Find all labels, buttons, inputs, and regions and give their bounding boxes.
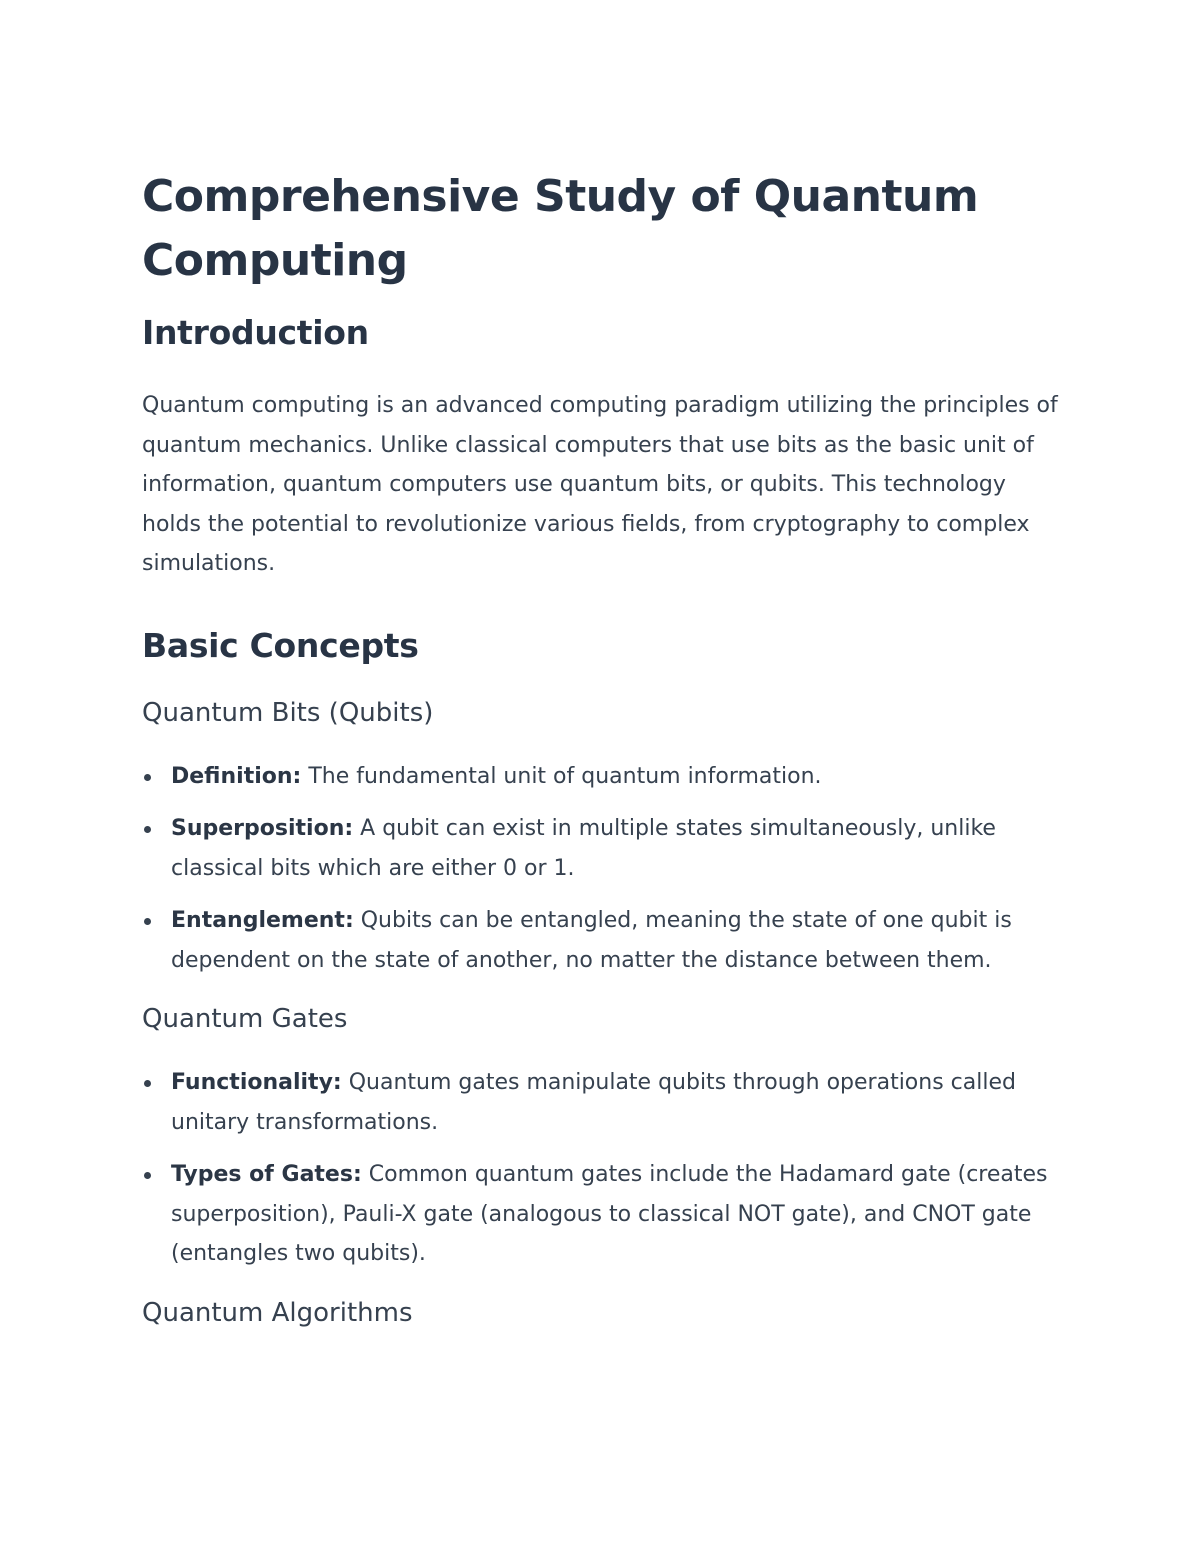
bullet-icon [144, 774, 151, 781]
subsection-heading-algorithms: Quantum Algorithms [142, 1297, 413, 1328]
list-item [142, 901, 1062, 980]
list-item-term: Types of Gates: [171, 1162, 362, 1187]
list-item-term: Superposition: [171, 816, 354, 841]
list-item-text: Qubits can be entangled, meaning the state of one qubit is dependent on the state of another, no matter the distance between them. [171, 908, 1012, 973]
bullet-icon [144, 1172, 151, 1179]
list-item-term: Entanglement: [171, 908, 354, 933]
list-item-text: A qubit can exist in multiple states simultaneously, unlike classical bits which are either 0 or 1. [171, 816, 996, 881]
list-item [142, 757, 1062, 797]
section-heading-basic-concepts: Basic Concepts [142, 625, 419, 665]
list-item-text: Common quantum gates include the Hadamard gate (creates superposition), Pauli-X gate (analogous to classical NOT gate), and CNOT gate (entangles two qubits). [171, 1162, 1048, 1266]
gates-list [142, 1063, 1062, 1274]
qubits-list [142, 757, 1062, 981]
document-title: Comprehensive Study of Quantum Computing [142, 171, 979, 286]
bullet-icon [144, 1080, 151, 1087]
section-heading-introduction: Introduction [142, 313, 369, 352]
list-item [142, 809, 1062, 888]
subsection-heading-gates: Quantum Gates [142, 1004, 348, 1034]
bullet-icon [144, 918, 151, 925]
subsection-heading-qubits: Quantum Bits (Qubits) [142, 697, 434, 728]
bullet-icon [144, 826, 151, 833]
list-item-text: Quantum gates manipulate qubits through operations called unitary transformations. [171, 1070, 1016, 1135]
list-item-text: The fundamental unit of quantum information. [301, 763, 822, 789]
list-item [142, 1155, 1062, 1274]
document-page [142, 165, 1062, 1330]
list-item-term: Functionality: [171, 1070, 342, 1095]
list-item [142, 1063, 1062, 1142]
introduction-paragraph: Quantum computing is an advanced computing paradigm utilizing the principles of quantum mechanics. Unlike classical computers that use bits as the basic unit of information, quantum computers use quantum bits, or qubits. This technology holds the potential to revolutionize various fields, from cryptography to complex simulations. [142, 393, 1058, 576]
list-item-term: Definition: [171, 763, 302, 789]
